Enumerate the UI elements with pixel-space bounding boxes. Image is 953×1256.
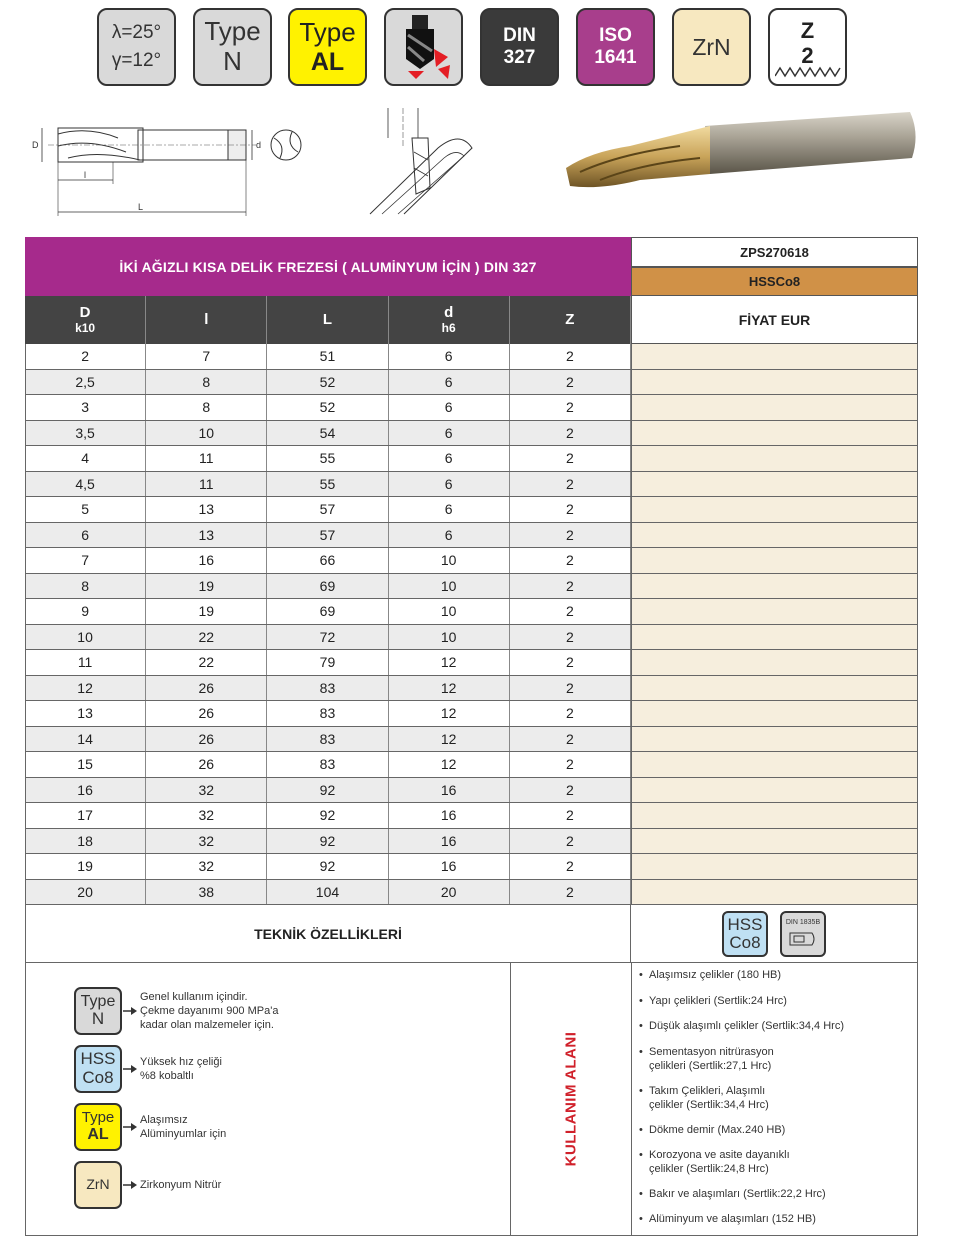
table-cell: 92 (267, 854, 388, 879)
table-cell: 2 (510, 599, 631, 624)
table-cell: 9 (25, 599, 146, 624)
material-label: HSSCo8 (631, 267, 918, 296)
legend-item (74, 1103, 226, 1151)
table-cell: 32 (146, 829, 267, 854)
table-cell: 26 (146, 752, 267, 777)
table-cell: 2 (510, 395, 631, 420)
table-cell: 2 (510, 701, 631, 726)
table-cell: 2 (510, 523, 631, 548)
table-cell: 12 (389, 727, 510, 752)
legend-badge: Type N (74, 987, 122, 1035)
table-cell: 5 (25, 497, 146, 522)
iso-line2: 1641 (594, 47, 637, 68)
table-cell: 16 (389, 803, 510, 828)
table-row (25, 625, 918, 651)
price-cell (631, 829, 918, 854)
table-row (25, 752, 918, 778)
table-cell: 104 (267, 880, 388, 905)
legend-item (74, 987, 278, 1035)
table-row (25, 446, 918, 472)
table-cell: 83 (267, 701, 388, 726)
price-cell (631, 599, 918, 624)
price-cell (631, 446, 918, 471)
lambda-angle: λ=25° (111, 22, 162, 44)
usage-item: • Alaşımsız çelikler (180 HB) (639, 969, 781, 983)
table-cell: 16 (389, 778, 510, 803)
table-cell: 6 (389, 523, 510, 548)
price-cell (631, 574, 918, 599)
table-cell: 22 (146, 650, 267, 675)
usage-item: • Korozyona ve asite dayanıklı çelikler (Sertlik:24,8 Hrc) (639, 1149, 790, 1177)
legend-panel (26, 963, 510, 1235)
end-mill-photo (560, 108, 922, 200)
dim-label-l: l (84, 170, 86, 180)
table-cell: 2 (510, 727, 631, 752)
table-cell: 2 (510, 472, 631, 497)
table-cell: 2 (510, 548, 631, 573)
table-cell: 18 (25, 829, 146, 854)
table-cell: 7 (25, 548, 146, 573)
table-cell: 83 (267, 752, 388, 777)
usage-panel (632, 963, 918, 1235)
table-row (25, 727, 918, 753)
table-cell: 2 (510, 854, 631, 879)
table-row (25, 701, 918, 727)
table-cell: 12 (389, 650, 510, 675)
table-cell: 83 (267, 727, 388, 752)
table-cell: 69 (267, 574, 388, 599)
price-cell (631, 625, 918, 650)
table-cell: 11 (146, 446, 267, 471)
table-cell: 26 (146, 676, 267, 701)
table-title: İKİ AĞIZLI KISA DELİK FREZESİ ( ALUMİNYUM İÇİN ) DIN 327 (25, 237, 631, 296)
din-1835b-shank-icon: DIN 1835B (780, 911, 826, 957)
table-cell: 19 (146, 574, 267, 599)
table-cell: 83 (267, 676, 388, 701)
table-cell: 6 (25, 523, 146, 548)
table-cell: 3,5 (25, 421, 146, 446)
table-cell: 26 (146, 701, 267, 726)
table-cell: 13 (146, 523, 267, 548)
table-cell: 7 (146, 344, 267, 369)
table-cell: 92 (267, 803, 388, 828)
price-header: FİYAT EUR (631, 296, 918, 344)
table-cell: 51 (267, 344, 388, 369)
table-row (25, 829, 918, 855)
type-al-line2: AL (310, 47, 345, 76)
table-cell: 72 (267, 625, 388, 650)
plunge-cut-drawing (368, 108, 478, 218)
arrow-right-icon (122, 1122, 140, 1132)
angle-badge (97, 8, 176, 86)
col-header-L: L (267, 296, 388, 344)
usage-item: • Düşük alaşımlı çelikler (Sertlik:34,4 Hrc) (639, 1020, 844, 1034)
price-cell (631, 752, 918, 777)
legend-description: Genel kullanım içindir. Çekme dayanımı 900 MPa'a kadar olan malzemeler için. (140, 990, 279, 1032)
z2-line2: 2 (801, 43, 814, 68)
table-cell: 2 (510, 803, 631, 828)
zrn-badge (672, 8, 751, 86)
legend-description: Zirkonyum Nitrür (140, 1178, 222, 1191)
table-cell: 22 (146, 625, 267, 650)
table-cell: 2 (510, 497, 631, 522)
table-cell: 2 (510, 574, 631, 599)
table-cell: 12 (25, 676, 146, 701)
type-al-line1: Type (299, 16, 356, 47)
table-cell: 2 (510, 829, 631, 854)
type-n-line1: Type (204, 16, 261, 47)
price-cell (631, 523, 918, 548)
legend-badge: HSS Co8 (74, 1045, 122, 1093)
table-row (25, 344, 918, 370)
table-cell: 19 (25, 854, 146, 879)
table-cell: 52 (267, 395, 388, 420)
table-cell: 8 (25, 574, 146, 599)
arrow-right-icon (122, 1180, 140, 1190)
usage-item: • Yapı çelikleri (Sertlik:24 Hrc) (639, 995, 787, 1009)
table-cell: 55 (267, 446, 388, 471)
legend-item (74, 1161, 221, 1209)
usage-item: • Dökme demir (Max.240 HB) (639, 1124, 785, 1138)
table-row (25, 880, 918, 906)
flute-count-badge (768, 8, 847, 86)
price-cell (631, 676, 918, 701)
legend-badge: Type AL (74, 1103, 122, 1151)
end-mill-dimension-drawing (28, 112, 318, 222)
table-cell: 52 (267, 370, 388, 395)
zrn-label: ZrN (692, 33, 731, 60)
dim-label-L: L (138, 202, 144, 212)
table-cell: 54 (267, 421, 388, 446)
price-cell (631, 803, 918, 828)
price-cell (631, 370, 918, 395)
table-cell: 19 (146, 599, 267, 624)
table-cell: 6 (389, 446, 510, 471)
table-cell: 10 (389, 625, 510, 650)
price-cell (631, 727, 918, 752)
product-code: ZPS270618 (631, 237, 918, 267)
table-row (25, 778, 918, 804)
din-line1: DIN (503, 25, 536, 47)
serration-icon (775, 66, 841, 78)
table-row (25, 650, 918, 676)
iso-badge (576, 8, 655, 86)
table-cell: 2 (510, 778, 631, 803)
table-cell: 57 (267, 497, 388, 522)
table-cell: 3 (25, 395, 146, 420)
usage-item: • Sementasyon nitrürasyon çelikleri (Sertlik:27,1 Hrc) (639, 1046, 774, 1074)
table-header (25, 296, 631, 344)
table-cell: 32 (146, 778, 267, 803)
legend-badge: ZrN (74, 1161, 122, 1209)
type-n-line2: N (223, 46, 242, 76)
table-cell: 12 (389, 701, 510, 726)
table-cell: 10 (389, 574, 510, 599)
price-cell (631, 497, 918, 522)
legend-item (74, 1045, 222, 1093)
table-cell: 6 (389, 370, 510, 395)
table-cell: 2 (510, 880, 631, 905)
table-cell: 10 (25, 625, 146, 650)
bottom-section (25, 963, 918, 1236)
table-cell: 8 (146, 370, 267, 395)
din-badge (480, 8, 559, 86)
table-cell: 32 (146, 854, 267, 879)
table-cell: 57 (267, 523, 388, 548)
table-cell: 2 (510, 650, 631, 675)
table-row (25, 854, 918, 880)
table-cell: 55 (267, 472, 388, 497)
col-header-Z: Z (510, 296, 631, 344)
table-row (25, 472, 918, 498)
table-cell: 11 (25, 650, 146, 675)
table-cell: 2 (510, 752, 631, 777)
table-cell: 20 (389, 880, 510, 905)
price-cell (631, 880, 918, 905)
table-cell: 10 (389, 599, 510, 624)
col-header-l: l (146, 296, 267, 344)
price-cell (631, 472, 918, 497)
table-row (25, 574, 918, 600)
table-cell: 38 (146, 880, 267, 905)
table-row (25, 599, 918, 625)
col-header-d: d h6 (389, 296, 510, 344)
legend-description: Alaşımsız Alüminyumlar için (140, 1113, 227, 1140)
table-cell: 2 (510, 676, 631, 701)
type-n-badge (193, 8, 272, 86)
table-cell: 13 (146, 497, 267, 522)
table-cell: 10 (389, 548, 510, 573)
table-body (25, 344, 918, 905)
technical-specs-icons (631, 905, 918, 963)
table-row (25, 523, 918, 549)
usage-item: • Alüminyum ve alaşımları (152 HB) (639, 1213, 816, 1227)
table-cell: 8 (146, 395, 267, 420)
table-cell: 2 (510, 370, 631, 395)
table-cell: 4,5 (25, 472, 146, 497)
table-cell: 6 (389, 472, 510, 497)
table-cell: 11 (146, 472, 267, 497)
usage-title-panel (510, 963, 632, 1235)
usage-item: • Takım Çelikleri, Alaşımlı çelikler (Sertlik:34,4 Hrc) (639, 1085, 769, 1113)
gamma-angle: γ=12° (111, 50, 162, 71)
table-cell: 20 (25, 880, 146, 905)
table-row (25, 803, 918, 829)
table-cell: 66 (267, 548, 388, 573)
table-cell: 2 (510, 421, 631, 446)
table-row (25, 421, 918, 447)
table-cell: 79 (267, 650, 388, 675)
table-cell: 6 (389, 497, 510, 522)
table-cell: 4 (25, 446, 146, 471)
type-al-badge (288, 8, 367, 86)
price-cell (631, 344, 918, 369)
table-cell: 13 (25, 701, 146, 726)
table-cell: 2,5 (25, 370, 146, 395)
table-cell: 16 (389, 829, 510, 854)
hss-co8-icon: HSS Co8 (722, 911, 768, 957)
usage-item: • Bakır ve alaşımları (Sertlik:22,2 Hrc) (639, 1188, 826, 1202)
technical-specs-title: TEKNİK ÖZELLİKLERİ (25, 905, 631, 963)
z2-line1: Z (800, 17, 815, 43)
table-row (25, 370, 918, 396)
table-cell: 69 (267, 599, 388, 624)
price-cell (631, 778, 918, 803)
price-cell (631, 548, 918, 573)
col-header-D: D k10 (25, 296, 146, 344)
arrow-right-icon (122, 1064, 140, 1074)
dim-label-D: D (32, 140, 39, 150)
table-row (25, 548, 918, 574)
usage-title: KULLANIM ALANI (562, 1031, 580, 1167)
arrow-right-icon (122, 1006, 140, 1016)
table-cell: 16 (146, 548, 267, 573)
price-cell (631, 395, 918, 420)
table-cell: 6 (389, 395, 510, 420)
table-cell: 17 (25, 803, 146, 828)
table-cell: 92 (267, 778, 388, 803)
table-cell: 26 (146, 727, 267, 752)
table-cell: 2 (510, 344, 631, 369)
table-cell: 16 (25, 778, 146, 803)
table-cell: 6 (389, 344, 510, 369)
table-cell: 12 (389, 752, 510, 777)
dim-label-d: d (256, 140, 262, 150)
table-cell: 32 (146, 803, 267, 828)
price-cell (631, 650, 918, 675)
table-cell: 2 (25, 344, 146, 369)
table-cell: 2 (510, 446, 631, 471)
din-line2: 327 (503, 47, 536, 68)
table-row (25, 497, 918, 523)
table-cell: 16 (389, 854, 510, 879)
legend-description: Yüksek hız çeliği %8 kobaltlı (140, 1055, 222, 1082)
price-cell (631, 854, 918, 879)
price-cell (631, 701, 918, 726)
table-cell: 10 (146, 421, 267, 446)
table-cell: 12 (389, 676, 510, 701)
table-row (25, 676, 918, 702)
table-cell: 2 (510, 625, 631, 650)
table-row (25, 395, 918, 421)
iso-line1: ISO (599, 25, 632, 47)
table-cell: 15 (25, 752, 146, 777)
table-cell: 6 (389, 421, 510, 446)
table-cell: 92 (267, 829, 388, 854)
price-cell (631, 421, 918, 446)
milling-direction-icon (384, 8, 463, 86)
table-cell: 14 (25, 727, 146, 752)
